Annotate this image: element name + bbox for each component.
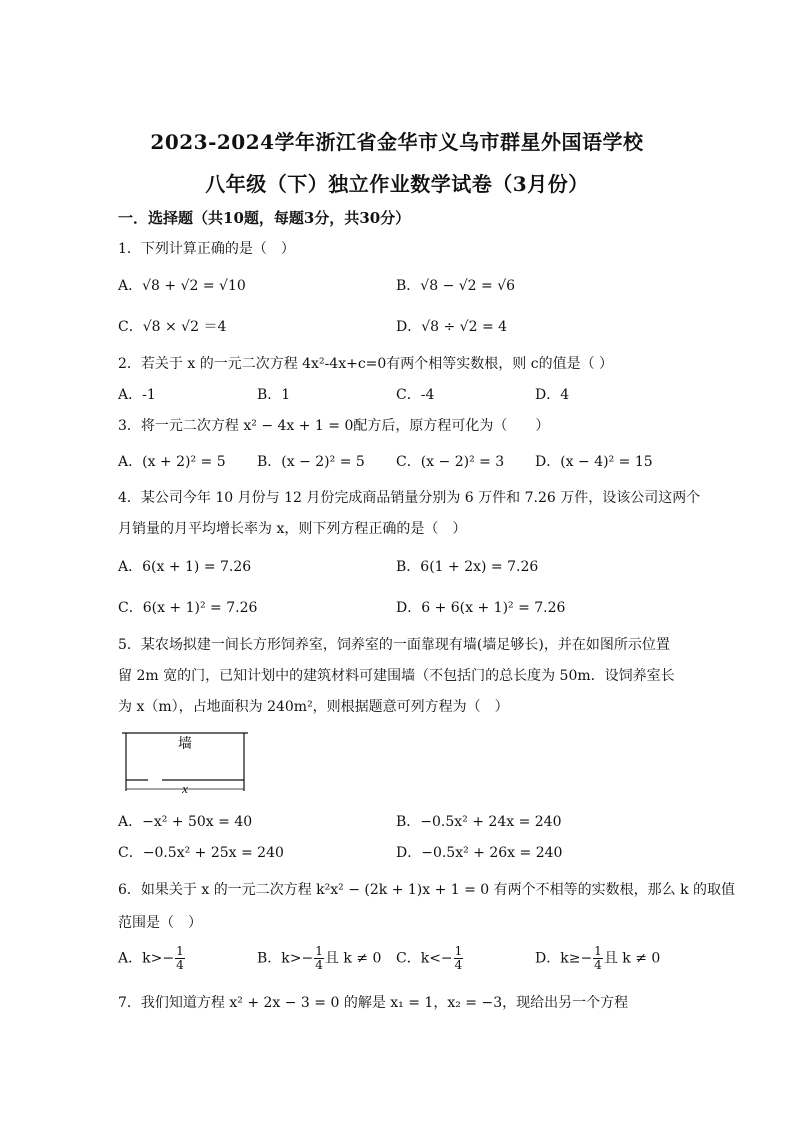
question-2-option-c: C．-4 — [396, 387, 435, 403]
fraction-one-quarter: $\frac{1}{4}$ — [315, 944, 323, 972]
question-4-option-b: B．6(1 + 2x) = 7.26 — [396, 559, 539, 575]
question-6-option-d — [535, 945, 660, 972]
option-b-suffix: 且 k ≠ 0 — [324, 950, 382, 967]
question-5-option-c: C．−0.5x² + 25x = 240 — [118, 845, 284, 861]
fraction-one-quarter: $\frac{1}{4}$ — [454, 944, 463, 972]
question-2-option-d: D．4 — [535, 387, 570, 403]
option-b-text: B．k>− — [257, 950, 314, 967]
question-1-option-d: D．√8 ÷ √2 = 4 — [396, 319, 508, 335]
question-6-option-b — [257, 945, 381, 972]
option-d-text: D．k≥− — [535, 950, 593, 967]
question-3-option-c: C．(x − 2)² = 3 — [396, 454, 505, 470]
question-4-option-a: A．6(x + 1) = 7.26 — [118, 559, 252, 575]
question-1-stem: 1．下列计算正确的是（ ） — [118, 241, 295, 257]
question-4-stem-line1: 4．某公司今年 10 月份与 12 月份完成商品销量分别为 6 万件和 7.26 万件，设该公司这两个 — [118, 490, 701, 506]
section-heading-choice: 一．选择题（共10题，每题3分，共30分） — [118, 209, 411, 227]
wall-door-diagram — [118, 727, 252, 797]
question-3-stem: 3．将一元二次方程 x² − 4x + 1 = 0配方后，原方程可化为（ ） — [118, 418, 550, 434]
question-2-option-a: A．-1 — [118, 387, 156, 403]
question-5-option-b: B．−0.5x² + 24x = 240 — [396, 814, 562, 830]
length-label: x — [182, 781, 188, 796]
option-d-suffix: 且 k ≠ 0 — [603, 950, 661, 967]
fraction-one-quarter: $\frac{1}{4}$ — [176, 944, 184, 972]
question-5-option-d: D．−0.5x² + 26x = 240 — [396, 845, 563, 861]
question-6-stem-line2: 范围是（ ） — [118, 915, 202, 931]
fraction-one-quarter: $\frac{1}{4}$ — [594, 944, 602, 972]
option-c-text: C．k<− — [396, 950, 453, 967]
question-4-option-d: D．6 + 6(x + 1)² = 7.26 — [396, 600, 566, 616]
question-3-option-a: A．(x + 2)² = 5 — [118, 454, 226, 470]
question-4-option-c: C．6(x + 1)² = 7.26 — [118, 600, 258, 616]
exam-title-line1: 2023-2024学年浙江省金华市义乌市群星外国语学校 — [150, 130, 644, 154]
question-2-stem: 2．若关于 x 的一元二次方程 4x²-4x+c=0有两个相等实数根，则 c的值是（ ） — [118, 356, 614, 372]
option-a-text: A．k>− — [118, 950, 175, 967]
question-3-option-b: B．(x − 2)² = 5 — [257, 454, 365, 470]
question-1-option-c: C．√8 × √2 ＝4 — [118, 319, 227, 335]
question-6-option-a — [118, 945, 186, 972]
question-2-option-b: B．1 — [257, 387, 291, 403]
question-7-stem: 7．我们知道方程 x² + 2x − 3 = 0 的解是 x₁ = 1，x₂ = −3，现给出另一个方程 — [118, 995, 629, 1011]
question-4-stem-line2: 月销量的月平均增长率为 x，则下列方程正确的是（ ） — [118, 521, 467, 537]
question-6-option-c — [396, 945, 464, 972]
question-5-stem-line1: 5．某农场拟建一间长方形饲养室，饲养室的一面靠现有墙(墙足够长)，并在如图所示位置 — [118, 637, 670, 653]
question-6-stem-line1: 6．如果关于 x 的一元二次方程 k²x² − (2k + 1)x + 1 = 0 有两个不相等的实数根，那么 k 的取值 — [118, 882, 736, 898]
question-5-stem-line2: 留 2m 宽的门，已知计划中的建筑材料可建围墙（不包括门的总长度为 50m．设饲养室长 — [118, 668, 675, 684]
exam-title-line2: 八年级（下）独立作业数学试卷（3月份） — [205, 172, 589, 196]
question-1-option-a: A．√8 + √2 = √10 — [118, 278, 246, 294]
question-5-option-a: A．−x² + 50x = 40 — [118, 814, 253, 830]
question-3-option-d: D．(x − 4)² = 15 — [535, 454, 653, 470]
wall-label: 墙 — [178, 736, 192, 752]
question-5-stem-line3: 为 x（m），占地面积为 240m²，则根据题意可列方程为（ ） — [118, 699, 509, 715]
question-1-option-b: B．√8 − √2 = √6 — [396, 278, 516, 294]
